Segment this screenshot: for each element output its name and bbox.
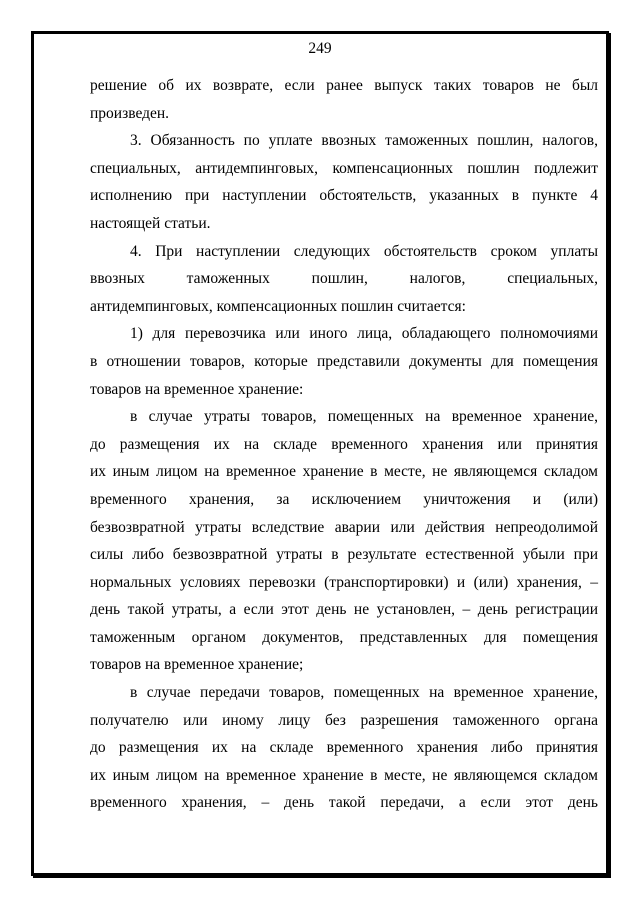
text-line: ввозных таможенных пошлин, налогов, специальных, [90,270,598,288]
text-line: решение об их возврате, если ранее выпуск таких товаров не был [90,77,598,94]
text-line: временного хранения, за исключением уничтожения и (или) [90,490,598,508]
text-line: их иным лицом на временное хранение в месте, не являющемся складом [90,463,598,481]
text-line: 4. При наступлении следующих обстоятельств сроком уплаты [130,242,598,260]
document-text [90,72,598,817]
text-line: антидемпинговых, компенсационных пошлин считается: [90,297,466,315]
text-line: временного хранения, – день такой передачи, а если этот день [90,794,598,812]
text-line: получателю или иному лицу без разрешения таможенного органа [90,711,598,729]
text-line: безвозвратной утраты вследствие аварии или действия непреодолимой [90,518,598,536]
text-line: настоящей статьи. [90,214,211,232]
text-line: в отношении товаров, которые представили документы для помещения [90,352,598,370]
text-line: специальных, антидемпинговых, компенсационных пошлин подлежит [90,159,598,177]
text-line: товаров на временное хранение; [90,656,304,674]
text-line: товаров на временное хранение: [90,380,304,398]
text-line: силы либо безвозвратной утраты в результате естественной убыли при [90,546,598,564]
text-line: до размещения их на складе временного хранения либо принятия [90,739,598,757]
text-line: их иным лицом на временное хранение в месте, не являющемся складом [90,766,598,784]
text-line: в случае передачи товаров, помещенных на временное хранение, [130,684,598,702]
text-line: в случае утраты товаров, помещенных на временное хранение, [130,408,598,426]
text-line: 3. Обязанность по уплате ввозных таможенных пошлин, налогов, [130,132,598,150]
text-line: до размещения их на складе временного хранения или принятия [90,435,598,453]
text-line: нормальных условиях перевозки (транспортировки) и (или) хранения, – [90,573,598,591]
text-line: день такой утраты, а если этот день не установлен, – день регистрации [90,601,598,619]
page-number: 249 [308,40,332,57]
text-line: исполнению при наступлении обстоятельств, указанных в пункте 4 [90,187,598,205]
text-line: таможенным органом документов, представленных для помещения [90,628,598,646]
text-line: 1) для перевозчика или иного лица, обладающего полномочиями [130,325,598,343]
text-line: произведен. [90,104,170,122]
